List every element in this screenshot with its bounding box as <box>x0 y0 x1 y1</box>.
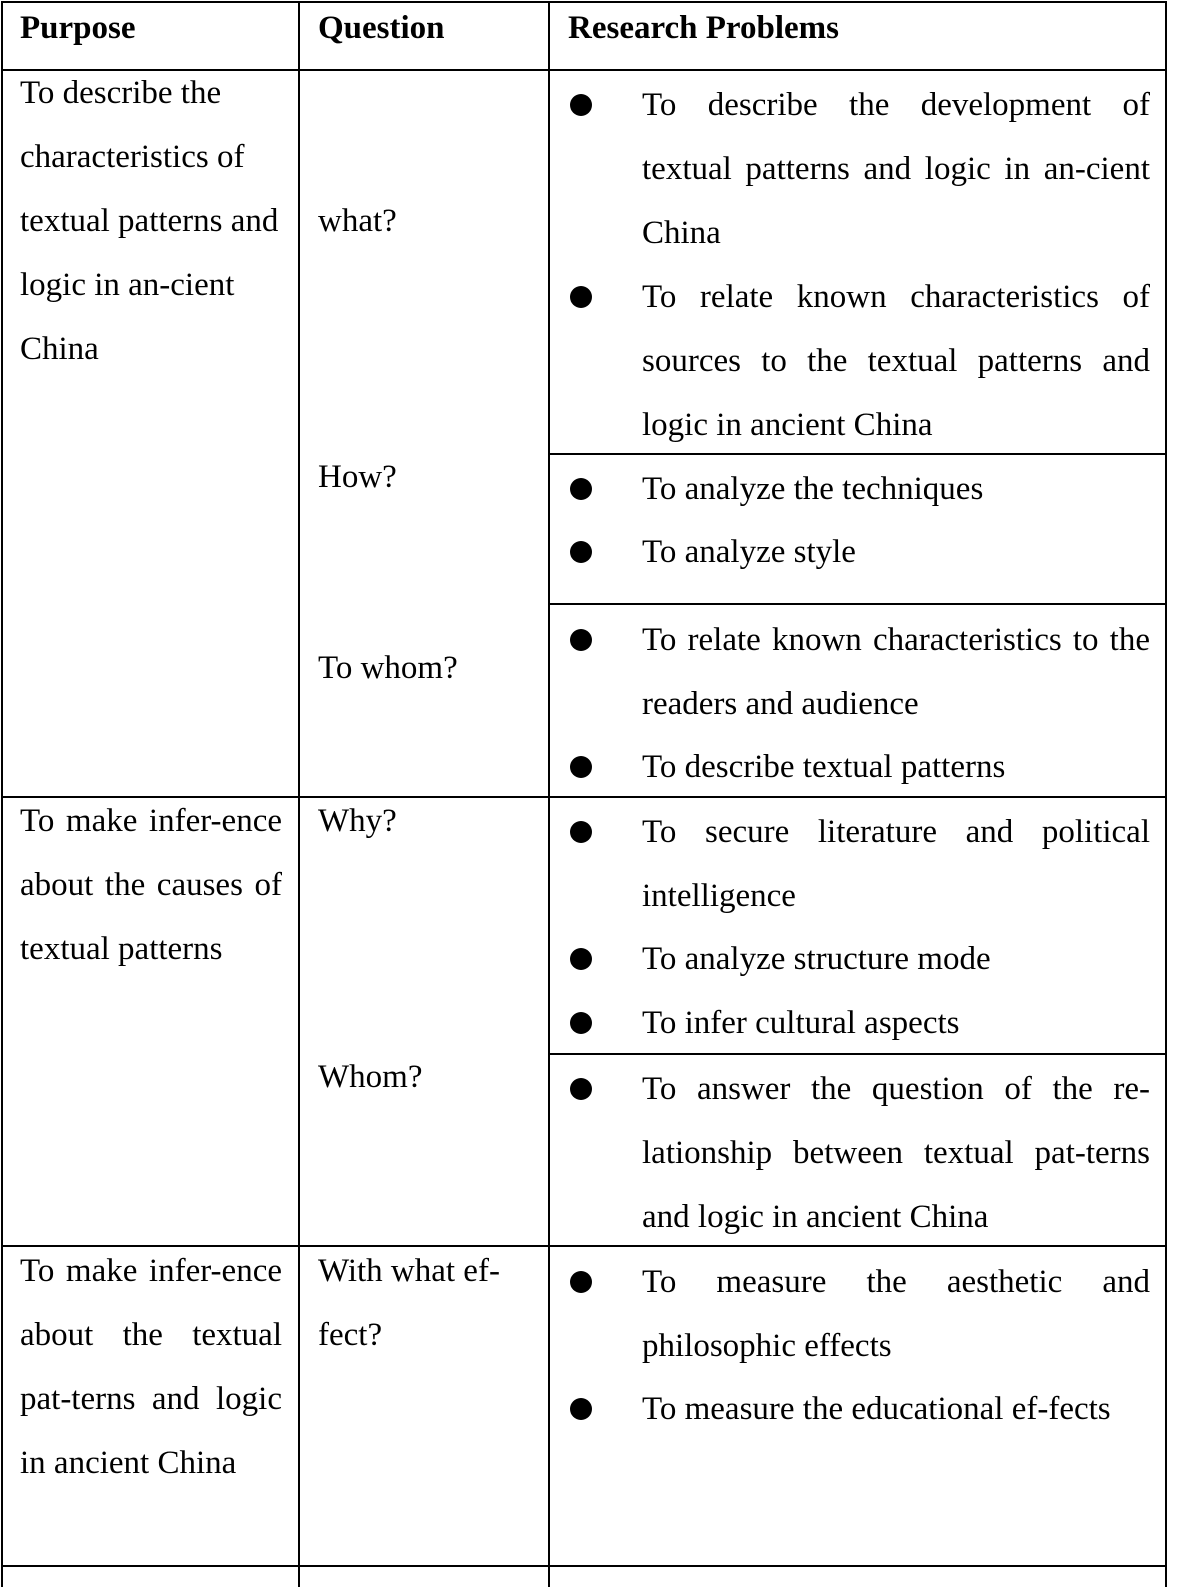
header-research-problems: Research Problems <box>568 10 839 46</box>
problem-text: To relate known characteristics to the readers and audience <box>642 622 1150 722</box>
question-cell: what? <box>318 203 397 239</box>
bullet-icon <box>570 756 592 778</box>
bullet-icon <box>570 1078 592 1100</box>
header-purpose: Purpose <box>20 10 136 46</box>
bullet-icon <box>570 1271 592 1293</box>
problem-text: To describe textual patterns <box>642 749 1006 785</box>
problem-text: To analyze the techniques <box>642 471 984 507</box>
subrow-divider-2 <box>548 603 1167 605</box>
bullet-icon <box>570 1398 592 1420</box>
bullet-icon <box>570 821 592 843</box>
question-cell: Why? <box>318 803 397 839</box>
table-border-bottom <box>1 1565 1167 1567</box>
problem-text: To analyze style <box>642 534 856 570</box>
header-question: Question <box>318 10 445 46</box>
question-cell: To whom? <box>318 650 458 686</box>
table-border-right <box>1165 1 1167 1587</box>
bullet-icon <box>570 541 592 563</box>
problem-text: To measure the educational ef-fects <box>642 1391 1111 1427</box>
problem-text: To answer the question of the re-lationship between textual pat-terns and logic in ancient China <box>642 1071 1150 1235</box>
question-cell: How? <box>318 459 397 495</box>
purpose-cell: To describe the characteristics of textual patterns and logic in an-cient China <box>20 75 279 367</box>
bullet-icon <box>570 94 592 116</box>
problem-text: To secure literature and political intelligence <box>642 814 1150 914</box>
question-cell: Whom? <box>318 1059 423 1095</box>
problem-text: To measure the aesthetic and philosophic effects <box>642 1264 1150 1364</box>
problem-text: To analyze structure mode <box>642 941 991 977</box>
problem-text: To infer cultural aspects <box>642 1005 960 1041</box>
bullet-icon <box>570 286 592 308</box>
bullet-icon <box>570 1012 592 1034</box>
bullet-icon <box>570 478 592 500</box>
purpose-cell: To make infer-ence about the textual pat-terns and logic in ancient China <box>20 1253 282 1481</box>
bullet-icon <box>570 948 592 970</box>
column-divider-1 <box>298 1 300 1587</box>
problem-text: To relate known characteristics of sources to the textual patterns and logic in ancient China <box>642 279 1150 443</box>
question-cell: With what ef-fect? <box>318 1253 500 1353</box>
purpose-cell: To make infer-ence about the causes of textual patterns <box>20 803 282 967</box>
problem-text: To describe the development of textual patterns and logic in an-cient China <box>642 87 1150 251</box>
column-divider-2 <box>548 1 550 1587</box>
bullet-icon <box>570 629 592 651</box>
table-border-left <box>1 1 3 1587</box>
